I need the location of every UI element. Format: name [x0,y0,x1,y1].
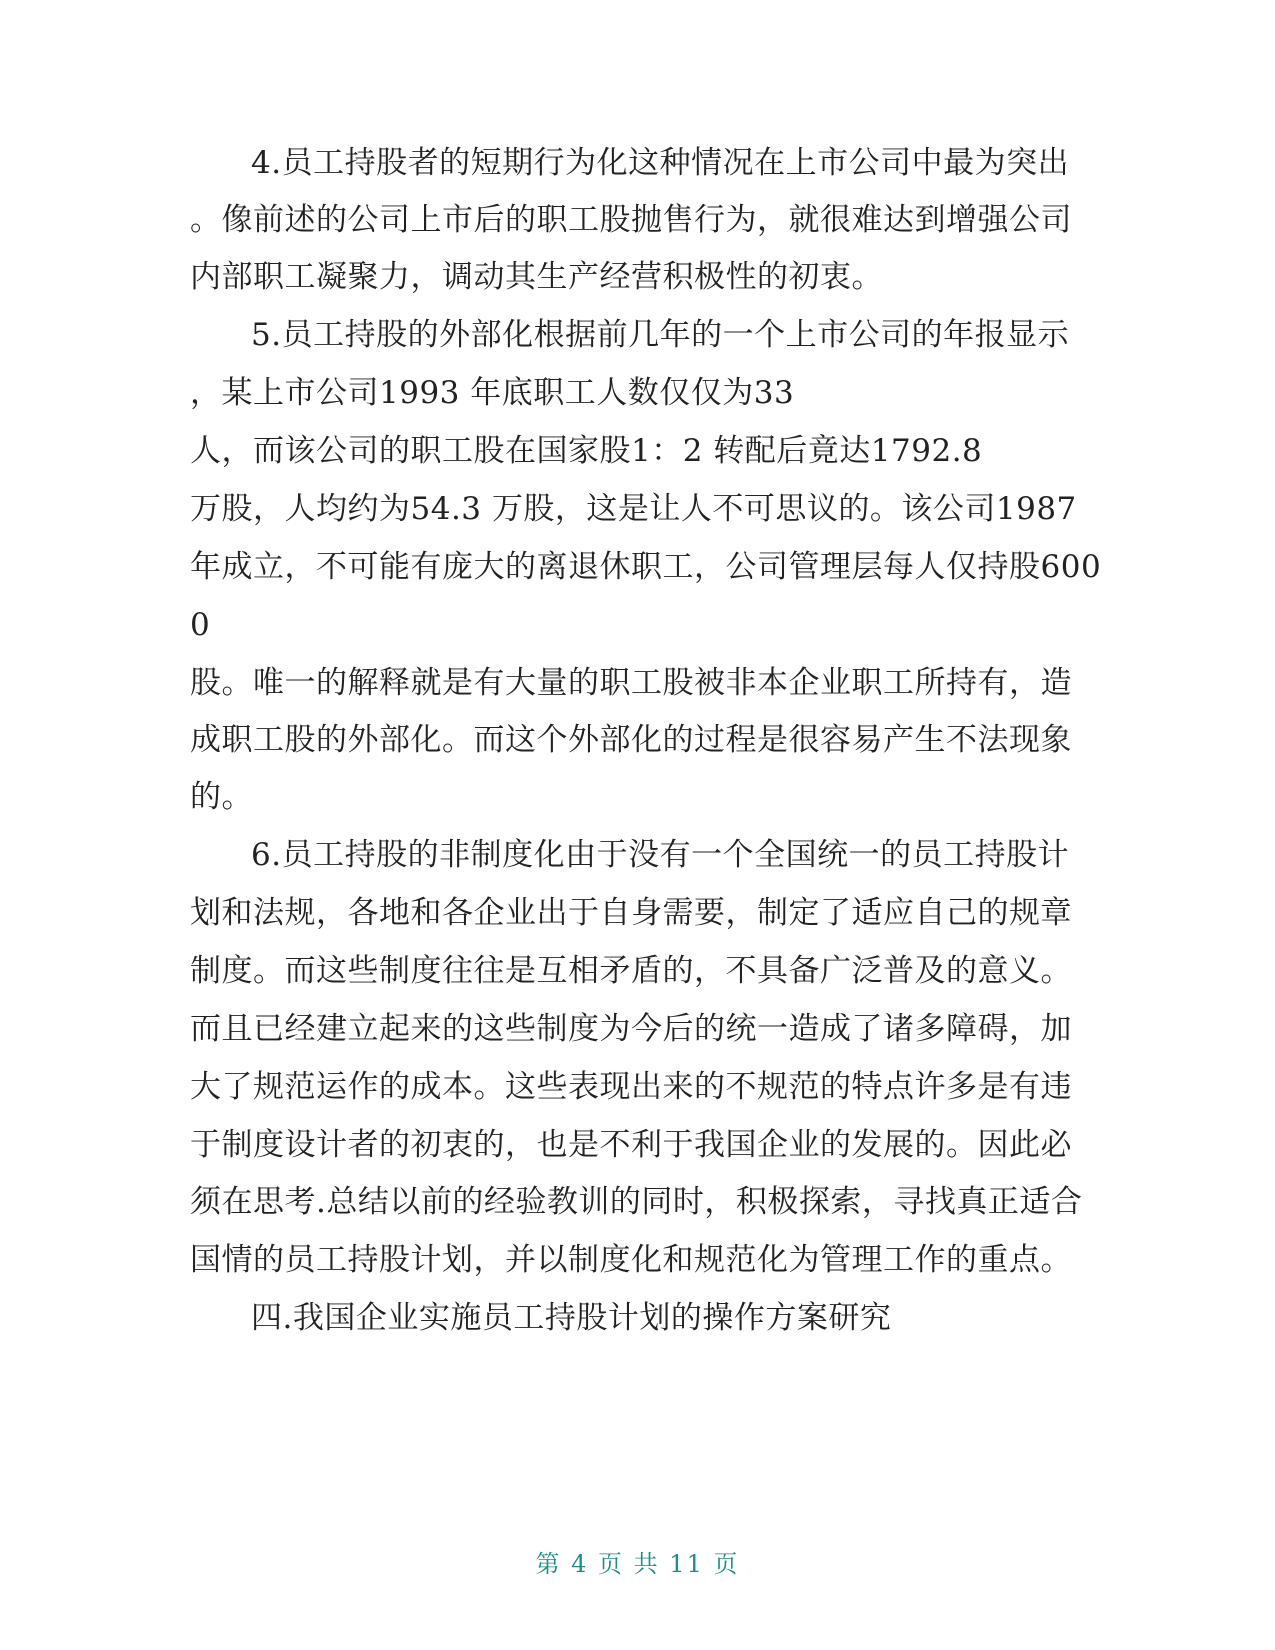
paragraph-6-line-3: 制度。而这些制度往往是互相矛盾的，不具备广泛普及的意义。 [190,953,1072,989]
paragraph-4-line-1: 4.员工持股者的短期行为化这种情况在上市公司中最为突出 [251,145,1070,181]
paragraph-6-line-6: 于制度设计者的初衷的，也是不利于我国企业的发展的。因此必 [190,1127,1072,1163]
paragraph-6-line-1: 6.员工持股的非制度化由于没有一个全国统一的员工持股计 [251,837,1070,873]
paragraph-4-line-2: 。像前述的公司上市后的职工股抛售行为，就很难达到增强公司 [190,202,1072,238]
paragraph-4-line-3: 内部职工凝聚力，调动其生产经营积极性的初衷。 [190,259,883,295]
paragraph-5-line-1: 5.员工持股的外部化根据前几年的一个上市公司的年报显示 [251,317,1070,353]
section-heading: 四.我国企业实施员工持股计划的操作方案研究 [251,1300,892,1336]
paragraph-5-line-5: 年成立，不可能有庞大的离退休职工，公司管理层每人仅持股600 [190,549,1102,585]
paragraph-5-line-3: 人，而该公司的职工股在国家股1：2 转配后竟达1792.8 [190,433,983,469]
page-number-footer: 第 4 页 共 11 页 [535,1550,740,1578]
paragraph-5-line-9: 的。 [190,779,253,815]
paragraph-6-line-8: 国情的员工持股计划，并以制度化和规范化为管理工作的重点。 [190,1242,1072,1278]
paragraph-5-line-4: 万股，人均约为54.3 万股，这是让人不可思议的。该公司1987 [190,491,1077,527]
paragraph-5-line-8: 成职工股的外部化。而这个外部化的过程是很容易产生不法现象 [190,722,1072,758]
paragraph-6-line-2: 划和法规，各地和各企业出于自身需要，制定了适应自己的规章 [190,895,1072,931]
paragraph-5-line-2: ，某上市公司1993 年底职工人数仅仅为33 [190,375,795,411]
paragraph-5-line-7: 股。唯一的解释就是有大量的职工股被非本企业职工所持有，造 [190,665,1072,701]
paragraph-6-line-4: 而且已经建立起来的这些制度为今后的统一造成了诸多障碍，加 [190,1011,1072,1047]
paragraph-6-line-7: 须在思考.总结以前的经验教训的同时，积极探索，寻找真正适合 [190,1184,1083,1220]
paragraph-5-line-6: 0 [190,607,211,643]
paragraph-6-line-5: 大了规范运作的成本。这些表现出来的不规范的特点许多是有违 [190,1069,1072,1105]
